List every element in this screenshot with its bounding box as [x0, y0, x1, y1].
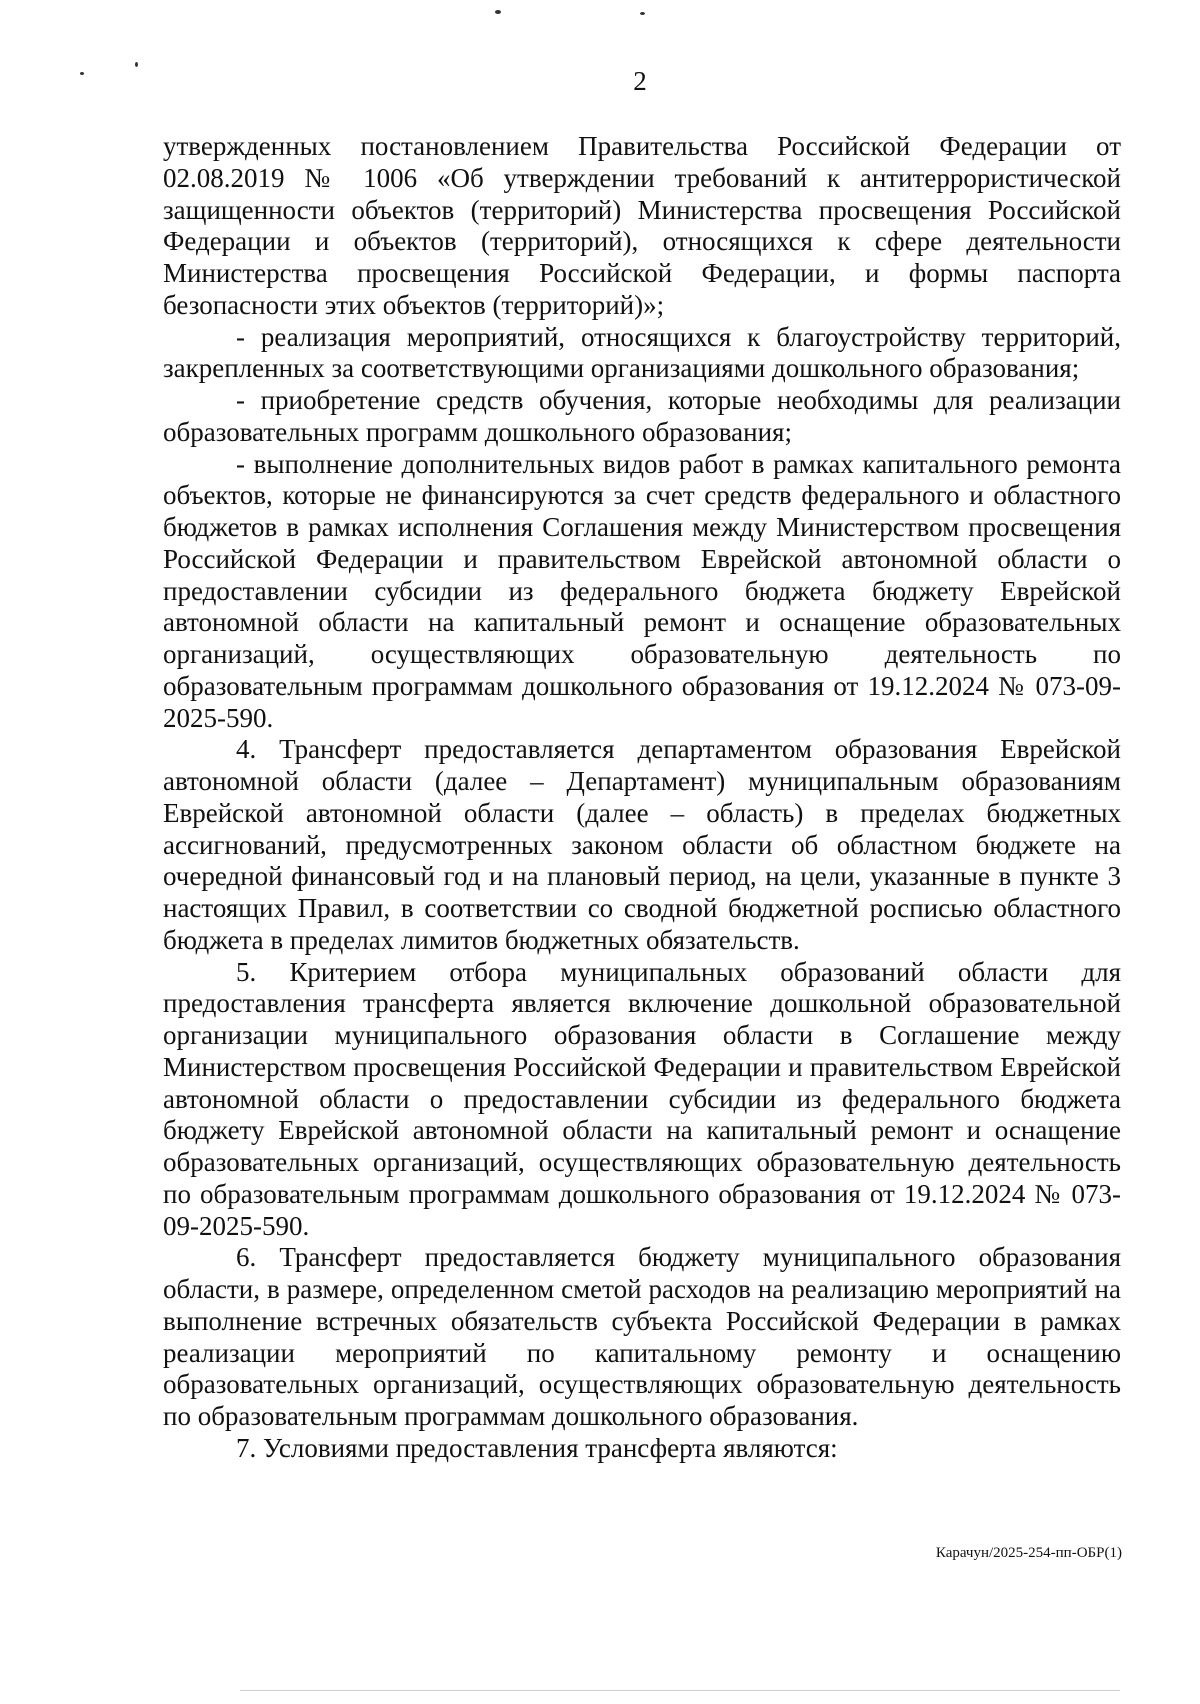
scan-artifact [240, 1690, 1120, 1691]
paragraph-continuation: утвержденных постановлением Правительства Российской Федерации от 02.08.2019 № 1006 «Об утверждении требований к антитеррористической защищенности объектов (территорий) Министерства просвещения Российской Федерации и объектов (территорий), относящихся к сфере деятельности Министерства просвещения Российской Федерации, и формы паспорта безопасности этих объектов (территорий)»; [163, 131, 1121, 320]
paragraph-landscaping: - реализация мероприятий, относящихся к благоустройству территорий, закрепленных за соответствующими организациями дошкольного образования; [163, 321, 1121, 384]
document-reference-code: Карачун/2025-254-пп-ОБР(1) [935, 1545, 1122, 1561]
paragraph-teaching-aids: - приобретение средств обучения, которые необходимы для реализации образовательных программ дошкольного образования; [163, 385, 1121, 447]
paragraph-item-4: 4. Трансферт предоставляется департаментом образования Еврейской автономной области (далее – Департамент) муниципальным образованиям Еврейской автономной области (далее – область) в пределах бюджетных ассигнований, предусмотренных законом области об областном бюджете на очередной финансовый год и на плановый период, на цели, указанные в пункте 3 настоящих Правил, в соответствии со сводной бюджетной росписью областного бюджета в пределах лимитов бюджетных обязательств. [163, 734, 1121, 955]
paragraph-additional-works: - выполнение дополнительных видов работ в рамках капитального ремонта объектов, которые не финансируются за счет средств федерального и областного бюджетов в рамках исполнения Соглашения между Министерством просвещения Российской Федерации и правительством Еврейской автономной области о предоставлении субсидии из федерального бюджета бюджету Еврейской автономной области на капитальный ремонт и оснащение образовательных организаций, осуществляющих образовательную деятельность по образовательным программам дошкольного образования от 19.12.2024 № 073-09-2025-590. [163, 448, 1121, 733]
paragraph-item-5: 5. Критерием отбора муниципальных образований области для предоставления трансферта является включение дошкольной образовательной организации муниципального образования области в Соглашение между Министерством просвещения Российской Федерации и правительством Еврейской автономной области о предоставлении субсидии из федерального бюджета бюджету Еврейской автономной области на капитальный ремонт и оснащение образовательных организаций, осуществляющих образовательную деятельность по образовательным программам дошкольного образования от 19.12.2024 № 073-09-2025-590. [163, 956, 1121, 1241]
paragraph-item-7: 7. Условиями предоставления трансферта являются: [236, 1432, 838, 1463]
document-body [163, 131, 1121, 1465]
scan-artifact [495, 10, 501, 14]
paragraph-item-6: 6. Трансферт предоставляется бюджету муниципального образования области, в размере, определенном сметой расходов на реализацию мероприятий на выполнение встречных обязательств субъекта Российской Федерации в рамках реализации мероприятий по капитальному ремонту и оснащению образовательных организаций, осуществляющих образовательную деятельность по образовательным программам дошкольного образования. [163, 1242, 1121, 1431]
page-number: 2 [633, 66, 647, 96]
scan-artifact [640, 12, 645, 15]
